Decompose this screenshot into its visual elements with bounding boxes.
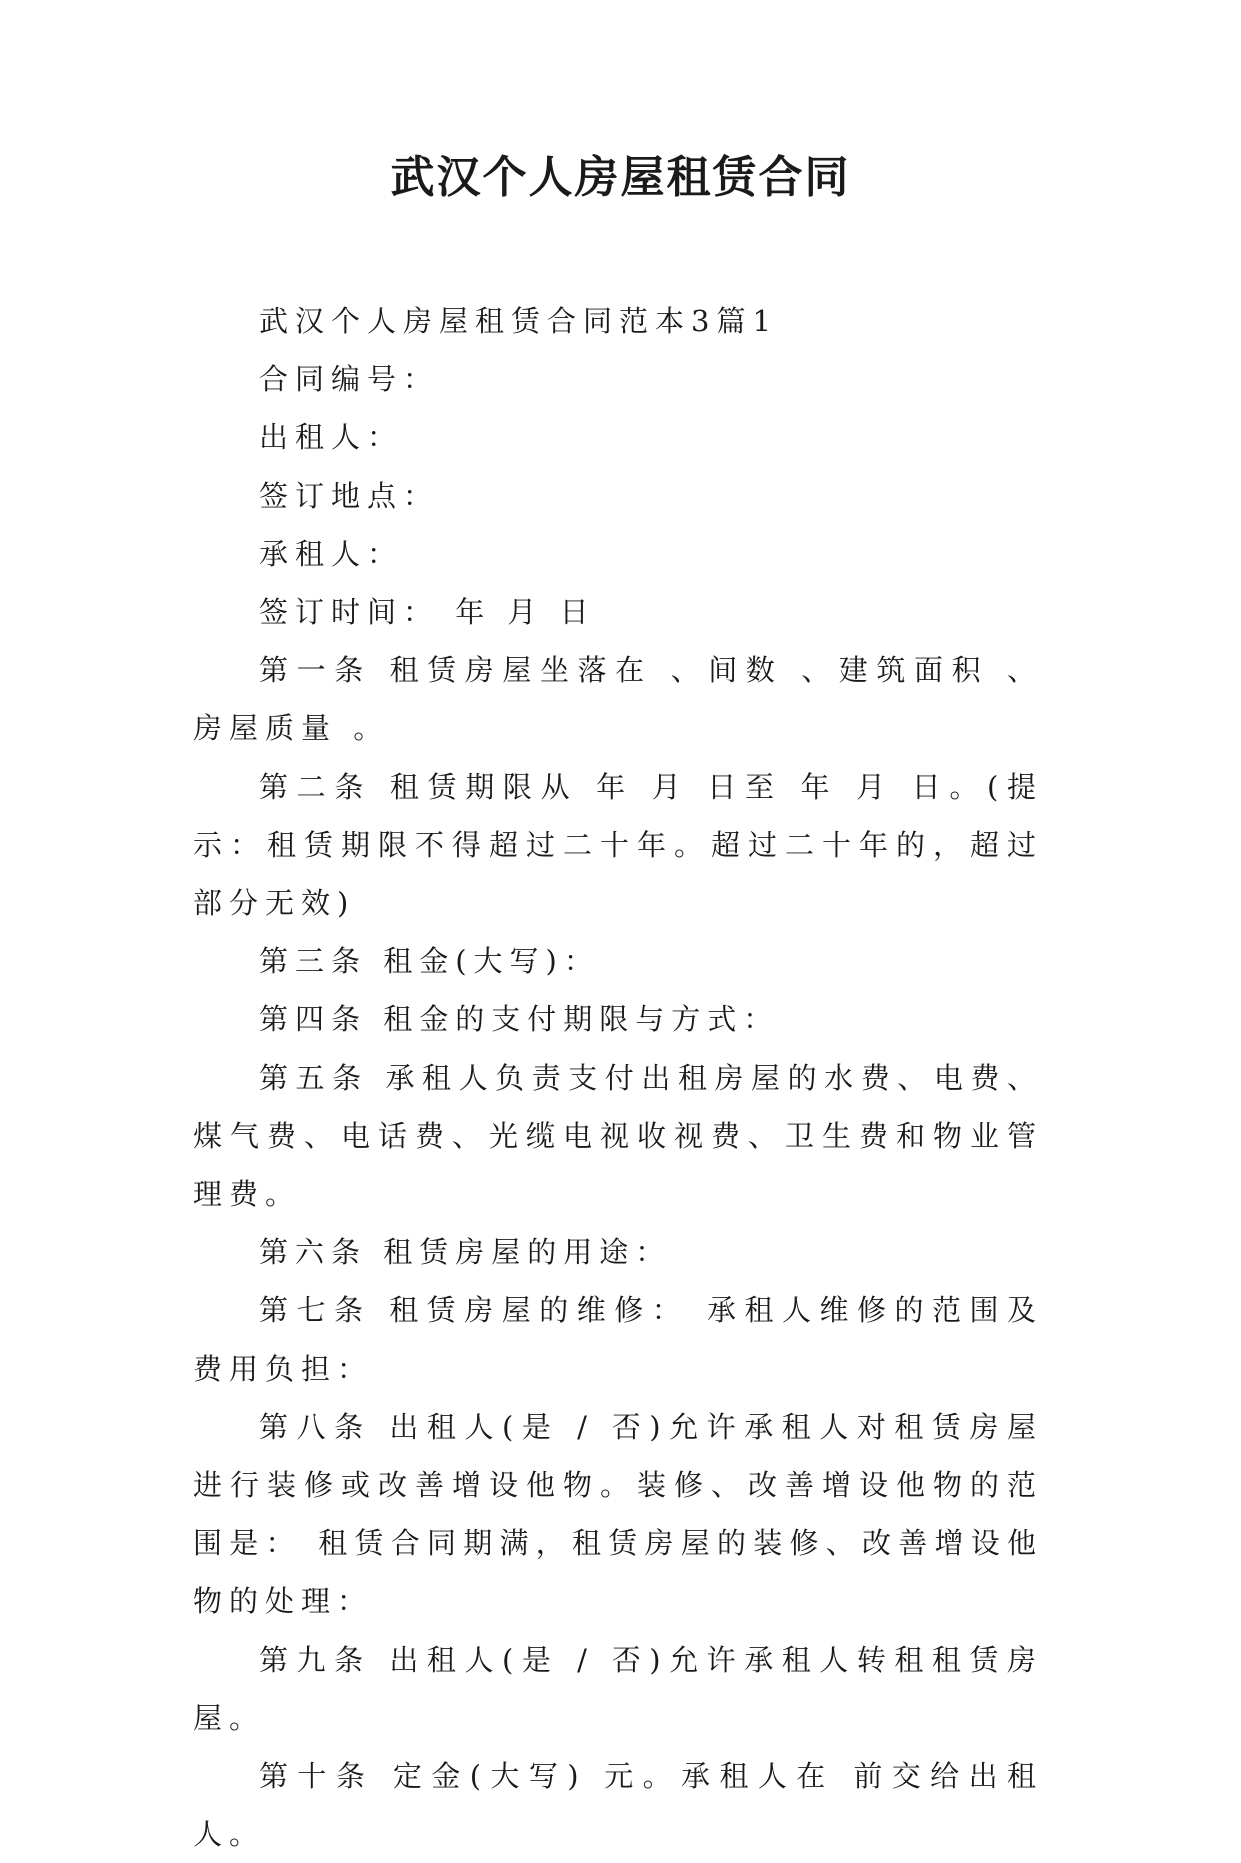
paragraph-article-6: 第六条 租赁房屋的用途： xyxy=(259,1235,672,1270)
paragraph-article-2: 第二条 租赁期限从 年 月 日至 年 月 日。(提示：租赁期限不得超过二十年。超过二十年的，超过部分无效) xyxy=(193,769,1043,921)
paragraph-article-1: 第一条 租赁房屋坐落在 、间数 、建筑面积 、房屋质量 。 xyxy=(193,653,1043,746)
paragraph-article-5: 第五条 承租人负责支付出租房屋的水费、电费、煤气费、电话费、光缆电视收视费、卫生费和物业管理费。 xyxy=(193,1060,1043,1212)
paragraph-contract-number: 合同编号： xyxy=(259,362,440,397)
document-title: 武汉个人房屋租赁合同 xyxy=(390,152,851,203)
paragraph-subtitle: 武汉个人房屋租赁合同范本3篇1 xyxy=(259,304,778,338)
paragraph-article-4: 第四条 租金的支付期限与方式： xyxy=(259,1002,780,1037)
paragraph-article-3: 第三条 租金(大写)： xyxy=(259,944,600,979)
paragraph-article-7: 第七条 租赁房屋的维修： 承租人维修的范围及费用负担： xyxy=(193,1293,1043,1386)
paragraph-signing-date: 签订时间： 年 月 日 xyxy=(259,595,596,630)
document-body xyxy=(193,292,1043,1863)
paragraph-signing-place: 签订地点： xyxy=(259,478,440,513)
paragraph-article-8: 第八条 出租人(是 / 否)允许承租人对租赁房屋进行装修或改善增设他物。装修、改善增设他物的范围是： 租赁合同期满，租赁房屋的装修、改善增设他物的处理： xyxy=(193,1409,1043,1619)
paragraph-article-10: 第十条 定金(大写) 元。承租人在 前交给出租人。 xyxy=(193,1759,1043,1852)
paragraph-article-9: 第九条 出租人(是 / 否)允许承租人转租租赁房屋。 xyxy=(193,1642,1043,1735)
paragraph-lessor: 出租人： xyxy=(259,420,404,455)
paragraph-lessee: 承租人： xyxy=(259,536,404,571)
